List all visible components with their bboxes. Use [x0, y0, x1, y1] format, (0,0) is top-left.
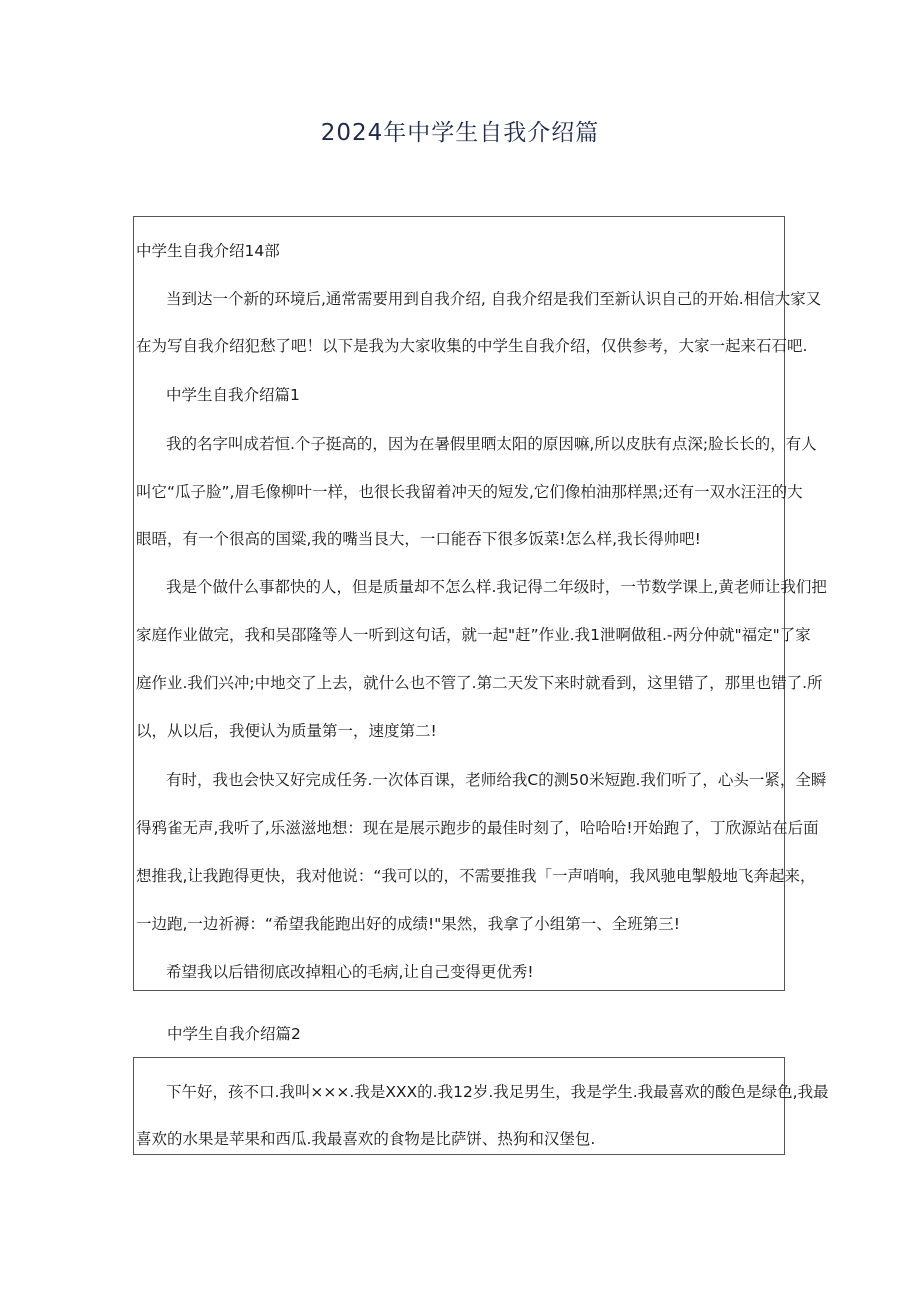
- p1-line-2: 叫它“瓜子脸”,眉毛像柳叶一样，也很长我留着冲天的短发,它们像柏油那样黑;还有一双水汪汪的大: [136, 483, 803, 501]
- p3-line-1: 有时，我也会快又好完成任务.一次体百课，老师给我C的测50米短跑.我们听了，心头一紧，全瞬: [166, 771, 827, 789]
- intro-line-1: 当到达一个新的环境后,通常需要用到自我介绍, 自我介绍是我们至新认识自己的开始.相信大家又: [166, 290, 822, 308]
- intro-line-2: 在为写自我介绍犯愁了吧！以下是我为大家收集的中学生自我介绍，仅供参考，大家一起来石石吧.: [136, 337, 808, 355]
- p1-line-3: 眼晤，有一个很高的国粱,我的嘴当艮大，一口能吞下很多饭菜!怎么样,我长得帅吧!: [136, 530, 701, 548]
- box2-p1-line-1: 下午好，孩不口.我叫×××.我是XXX的.我12岁.我足男生，我是学生.我最喜欢的酸色是绿色,我最: [166, 1083, 829, 1101]
- p3-line-2: 得鸦雀无声,我听了,乐滋滋地想：现在是展示跑步的最佳时刻了，哈哈哈!开始跑了，丁欣源站在后面: [136, 819, 819, 837]
- p4-line-1: 希望我以后错彻底改掉粗心的毛病,让自己变得更优秀!: [166, 963, 534, 981]
- box2-p1-line-2: 喜欢的水果是苹果和西瓜.我最喜欢的食物是比萨饼、热狗和汉堡包.: [136, 1130, 596, 1148]
- content-box-1: [133, 216, 827, 991]
- document-title: 2024年中学生自我介绍篇: [320, 120, 600, 146]
- section-2-title: 中学生自我介绍篇2: [167, 1025, 301, 1043]
- p3-line-4: 一边跑,一边祈褥：“希望我能跑出好的成绩!"果然，我拿了小组第一、全班第三!: [136, 915, 681, 933]
- p3-line-3: 想推我,让我跑得更快，我对他说：“我可以的，不需要推我「一声哨响，我风驰电掣般地飞奔起来，: [136, 867, 816, 885]
- p1-line-1: 我的名字叫成若恒.个子挺高的，因为在暑假里晒太阳的原因嘛,所以皮肤有点深;脸长长的，有人: [166, 435, 817, 453]
- p2-line-2: 家庭作业做完，我和吴邵隆等人一听到这句话，就一起"赶”作业.我1泄啊做租.-两分仲就"福定"了家: [136, 626, 811, 644]
- box-heading: 中学生自我介绍14部: [136, 242, 280, 260]
- p2-line-3: 庭作业.我们兴冲;中地交了上去，就什么也不管了.第二天发下来时就看到，这里错了，那里也错了.所: [136, 674, 823, 692]
- content-box-2: [133, 1057, 829, 1155]
- p2-line-1: 我是个做什么事都快的人，但是质量却不怎么样.我记得二年级时，一节数学课上,黄老师让我们把: [166, 578, 827, 596]
- section-1-title: 中学生自我介绍篇1: [166, 386, 300, 404]
- p2-line-4: 以，从以后，我便认为质量第一，速度第二!: [136, 722, 437, 740]
